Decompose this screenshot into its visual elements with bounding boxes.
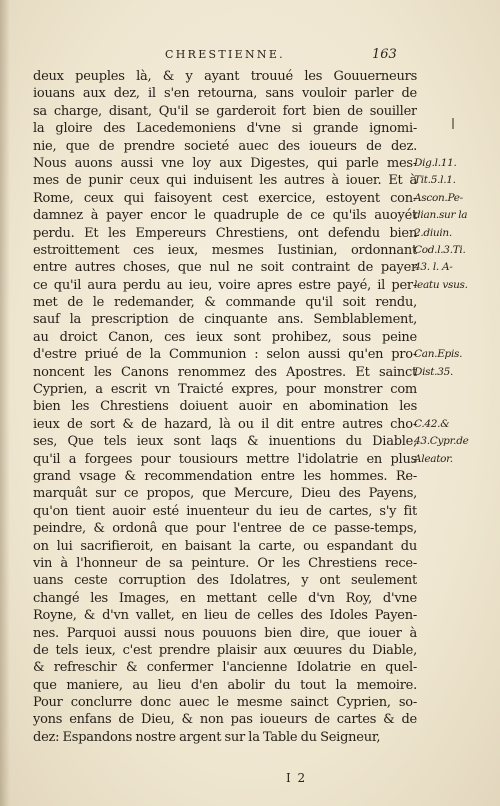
text-line: noncent les Canons renommez des Apostres. Et sainct (33, 364, 417, 380)
text-line: Rome, ceux qui faisoyent cest exercice, estoyent con- (33, 190, 417, 206)
text-line: changé les Images, en mettant celle d'vn Roy, d'vne (33, 590, 417, 606)
text-line: bien les Chrestiens doiuent auoir en abomination les (33, 399, 417, 415)
text-line: iouans aux dez, il s'en retourna, sans vouloir parler de (33, 86, 417, 102)
text-line: on lui sacrifieroit, en baisant la carte, ou espandant du (33, 538, 417, 554)
text-line: sa charge, disant, Qu'il se garderoit fort bien de souiller (33, 103, 417, 119)
text-line: qu'il a forgees pour tousiours mettre l'idolatrie en plus (33, 451, 417, 467)
text-line: yons enfans de Dieu, & non pas ioueurs de cartes & de (33, 712, 417, 728)
text-line: estroittement ces ieux, mesmes Iustinian, ordonnant (33, 242, 417, 258)
text-line: vin à l'honneur de sa peinture. Or les Chrestiens rece- (33, 555, 417, 571)
margin-note: Dist.35. (414, 365, 454, 378)
text-line: perdu. Et les Empereurs Chrestiens, ont defendu bien (33, 225, 417, 241)
text-line: mes de punir ceux qui induisent les autres à iouer. Et à (33, 173, 417, 189)
margin-note: Can.Epis. (414, 348, 463, 361)
margin-note: Cod.l.3.Ti. (414, 244, 466, 256)
margin-note: 2.diuin. (414, 226, 452, 239)
text-line: Pour conclurre donc auec le mesme sainct Cyprien, so- (33, 695, 417, 711)
margin-note: 43. l. A- (414, 261, 453, 274)
text-line: ieux de sort & de hazard, là ou il dit entre autres cho- (33, 416, 417, 432)
text-line: damnez à payer encor le quadruple de ce qu'ils auoyét (33, 208, 417, 224)
margin-note: 43.Cypr.de (414, 435, 469, 448)
margin-note: Ascon.Pe- (414, 191, 463, 204)
ink-speck (452, 118, 454, 129)
text-line: nes. Parquoi aussi nous pouuons bien dire, que iouer à (33, 625, 417, 641)
margin-note: Tit.5.l.1. (414, 174, 456, 187)
running-head: CHRESTIENNE. (165, 48, 285, 61)
margin-note: Dig.l.11. (414, 157, 457, 169)
text-line: qu'on tient auoir esté inuenteur du ieu de cartes, s'y fit (33, 503, 417, 519)
text-line: ce qu'il aura perdu au ieu, voire apres estre payé, il per- (33, 277, 417, 293)
text-line: d'estre priué de la Communion : selon aussi qu'en pro- (33, 347, 417, 363)
text-line: entre autres choses, que nul ne soit contraint de payer (33, 260, 417, 276)
text-line: Nous auons aussi vne loy aux Digestes, qui parle mes- (33, 155, 417, 171)
text-line: sauf la prescription de cinquante ans. Semblablement, (33, 312, 417, 328)
text-line: la gloire des Lacedemoniens d'vne si grande ignomi- (33, 121, 417, 137)
text-line: de tels ieux, c'est prendre plaisir aux œuures du Diable, (33, 642, 417, 658)
margin-note: C.42.& (414, 418, 450, 430)
text-line: marquât sur ce propos, que Mercure, Dieu des Payens, (33, 486, 417, 502)
text-line: Royne, & d'vn vallet, en lieu de celles des Idoles Payen- (33, 608, 417, 624)
text-line: uans ceste corruption des Idolatres, y ont seulement (33, 573, 417, 589)
text-line: ses, Que tels ieux sont laqs & inuentions du Diable, (33, 434, 417, 450)
margin-note: leatu vsus. (414, 278, 468, 291)
text-line: & refreschir & confermer l'ancienne Idolatrie en quel- (33, 660, 417, 676)
text-line: deux peuples là, & y ayant trouué les Gouuerneurs (33, 69, 417, 84)
gutter-shadow (0, 0, 10, 806)
text-line: dez: Espandons nostre argent sur la Table du Seigneur, (33, 729, 381, 745)
text-line: au droict Canon, ces ieux sont prohibez, sous peine (33, 329, 417, 345)
text-line: grand vsage & recommendation entre les hommes. Re- (33, 468, 417, 484)
margin-note: Aleator. (414, 452, 453, 465)
text-line: que maniere, au lieu d'en abolir du tout la memoire. (33, 677, 417, 693)
body-text (33, 68, 417, 746)
text-line: met de le redemander, & commande qu'il soit rendu, (33, 295, 417, 311)
text-line: peindre, & ordonâ que pour l'entree de ce passe-temps, (33, 521, 417, 537)
text-line: Cyprien, a escrit vn Traicté expres, pour monstrer com (33, 382, 417, 398)
margin-note: dian.sur la (414, 209, 468, 222)
text-line: nie, que de prendre societé auec des ioueurs de dez. (33, 138, 417, 154)
signature-mark: I 2 (286, 771, 307, 785)
page-number: 163 (372, 47, 397, 62)
